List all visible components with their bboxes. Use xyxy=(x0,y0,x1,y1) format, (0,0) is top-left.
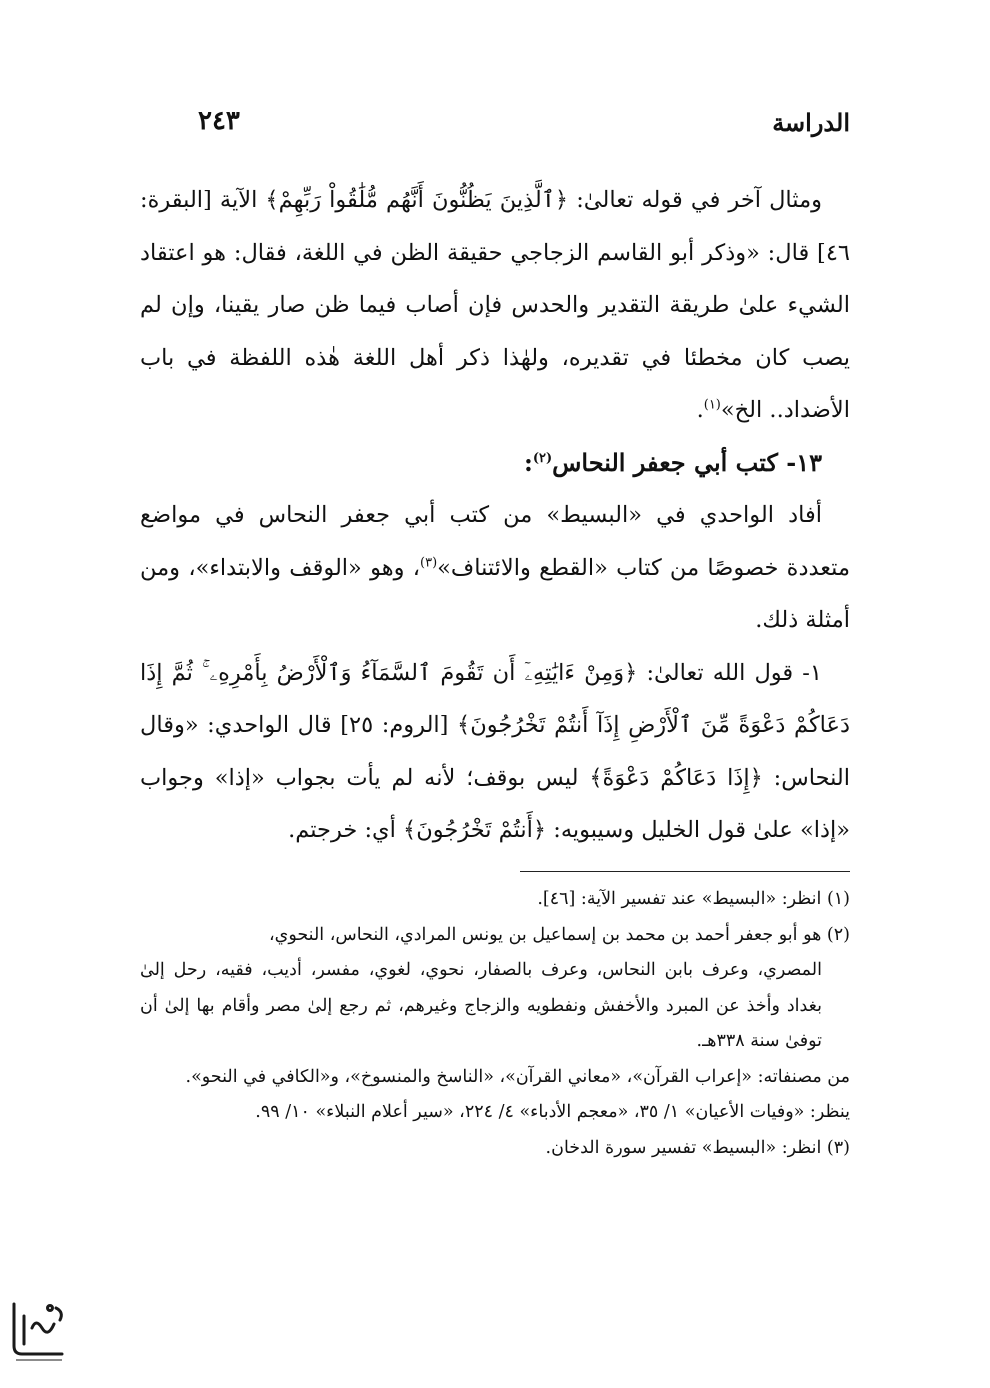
main-text xyxy=(140,174,850,857)
footnotes xyxy=(140,882,850,1166)
footnote-2-works: من مصنفاته: «إعراب القرآن»، «معاني القرآن»، «الناسخ والمنسوخ»، و«الكافي في النحو». xyxy=(185,1066,850,1087)
page-header xyxy=(140,108,850,148)
paragraph-example-zann xyxy=(140,174,850,437)
section-heading-text: ١٣- كتب أبي جعفر النحاس xyxy=(552,447,822,477)
paragraph-text-cont: ، وهو «الوقف والابتداء»، ومن أمثلة ذلك. xyxy=(140,554,850,633)
footnote-2-sources: ينظر: «وفيات الأعيان» ١/ ٣٥، «معجم الأدباء» ٤/ ٢٢٤، «سير أعلام النبلاء» ١٠/ ٩٩. xyxy=(255,1102,850,1122)
footnote-ref-1: (١) xyxy=(703,397,721,413)
footnote-1: (١) انظر: «البسيط» عند تفسير الآية: [٤٦]. xyxy=(537,889,850,909)
running-head: الدراسة xyxy=(772,108,850,137)
section-heading xyxy=(140,437,850,490)
footnote-2: (٢) هو أبو جعفر أحمد بن محمد بن إسماعيل بن يونس المرادي، النحاس، النحوي، xyxy=(268,924,850,945)
footnote-ref-2: (٢) xyxy=(532,450,553,466)
paragraph-text: أفاد الواحدي في «البسيط» من كتب أبي جعفر النحاس في مواضع متعددة خصوصًا من كتاب «القطع والائتناف» xyxy=(140,502,850,581)
paragraph-nahhas-intro xyxy=(140,489,850,647)
paragraph-text: ١- قول الله تعالىٰ: ﴿وَمِنْ ءَايَٰتِهِۦٓ أَن تَقُومَ ٱلسَّمَآءُ وَٱلْأَرْضُ بِأَمْرِهِۦ ۚ ثُمَّ إِذَا دَعَاكُمْ دَعْوَةً مِّنَ ٱلْأَرْضِ إِذَآ أَنتُمْ تَخْرُجُونَ﴾ [الروم: ٢٥] قال الواحدي: «وقال النحاس: ﴿إِذَا دَعَاكُمْ دَعْوَةً﴾ ليس بوقف؛ لأنه لم يأت بجواب «إذا» وجواب «إذا» علىٰ قول الخليل وسيبويه: ﴿أَنتُمْ تَخْرُجُونَ﴾ أي: خرجتم. xyxy=(140,659,850,843)
footnote-ref-3: (٣) xyxy=(420,555,438,570)
section-heading-end: : xyxy=(523,447,533,477)
paragraph-text: ومثال آخر في قوله تعالىٰ: ﴿ٱلَّذِينَ يَظُنُّونَ أَنَّهُم مُّلَٰقُواْ رَبِّهِمْ﴾ الآية [البقرة: ٤٦] قال: «وذكر أبو القاسم الزجاجي حقيقة الظن في اللغة، فقال: هو اعتقاد الشيء علىٰ طريقة التقدير والحدس فإن أصاب فيما ظن صار يقينا، وإن لم يصب كان مخطئا في تقديره، ولهٰذا ذكر أهل اللغة هٰذه اللفظة في باب الأضداد.. الخ» xyxy=(140,187,850,423)
footnote-separator xyxy=(520,871,850,872)
footnote-2-bio: المصري، وعرف بابن النحاس، وعرف بالصفار، نحوي، لغوي، مفسر، أديب، فقيه، رحل إلىٰ بغداد وأخذ عن المبرد والأخفش ونفطويه والزجاج وغيرهم، ثم رجع إلىٰ مصر وأقام بها إلىٰ أن توفىٰ سنة ٣٣٨هـ. xyxy=(140,960,822,1051)
footnote-3: (٣) انظر: «البسيط» تفسير سورة الدخان. xyxy=(545,1137,850,1158)
page-number: ٢٤٣ xyxy=(198,106,240,136)
paragraph-example-1 xyxy=(140,647,850,857)
publisher-logo xyxy=(6,1294,70,1366)
paragraph-end: . xyxy=(696,397,704,423)
